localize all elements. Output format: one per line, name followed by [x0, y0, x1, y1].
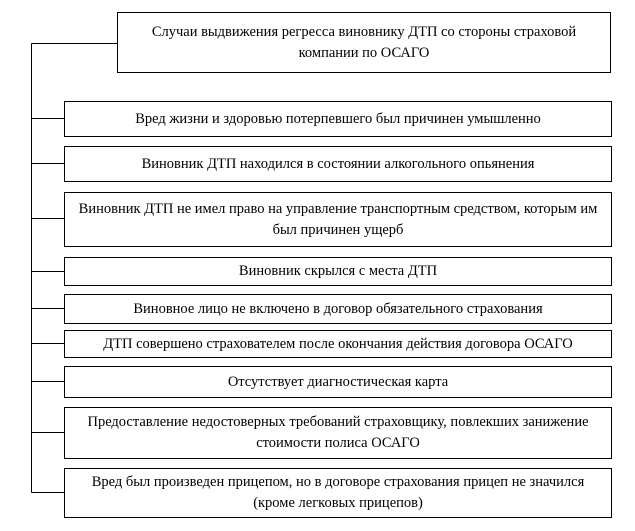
item-text: Виновное лицо не включено в договор обязательного страхования: [133, 300, 543, 317]
item-box-no-diagnostic-card: [64, 366, 612, 398]
item-box-intentional-harm: [64, 101, 612, 137]
item-box-no-driving-right: [64, 192, 612, 247]
item-box-not-in-contract: [64, 294, 612, 324]
item-text: Вред жизни и здоровью потерпевшего был причинен умышленно: [135, 110, 541, 127]
item-box-false-information: [64, 407, 612, 459]
item-text: Вред был произведен прицепом, но в договоре страхования прицеп не значился (кроме легковых прицепов): [91, 474, 585, 511]
item-box-intoxication: [64, 146, 612, 182]
item-text: Виновник скрылся с места ДТП: [238, 263, 438, 279]
header-box: [117, 12, 611, 73]
item-text: Виновник ДТП не имел право на управление транспортным средством, которым им был причинен ущерб: [78, 200, 598, 238]
item-text: Виновник ДТП находился в состоянии алкогольного опьянения: [141, 155, 535, 172]
item-text: Предоставление недостоверных требований страховщику, повлекших занижение стоимости полиса ОСАГО: [87, 414, 589, 451]
item-box-fled-scene: [64, 257, 612, 286]
item-box-trailer-harm: [64, 468, 612, 518]
item-text: ДТП совершено страхователем после окончания действия договора ОСАГО: [103, 335, 573, 352]
item-text: Отсутствует диагностическая карта: [227, 373, 449, 390]
header-text: Случаи выдвижения регресса виновнику ДТП со стороны страховой компании по ОСАГО: [151, 23, 577, 61]
item-box-expired-contract: [64, 330, 612, 358]
